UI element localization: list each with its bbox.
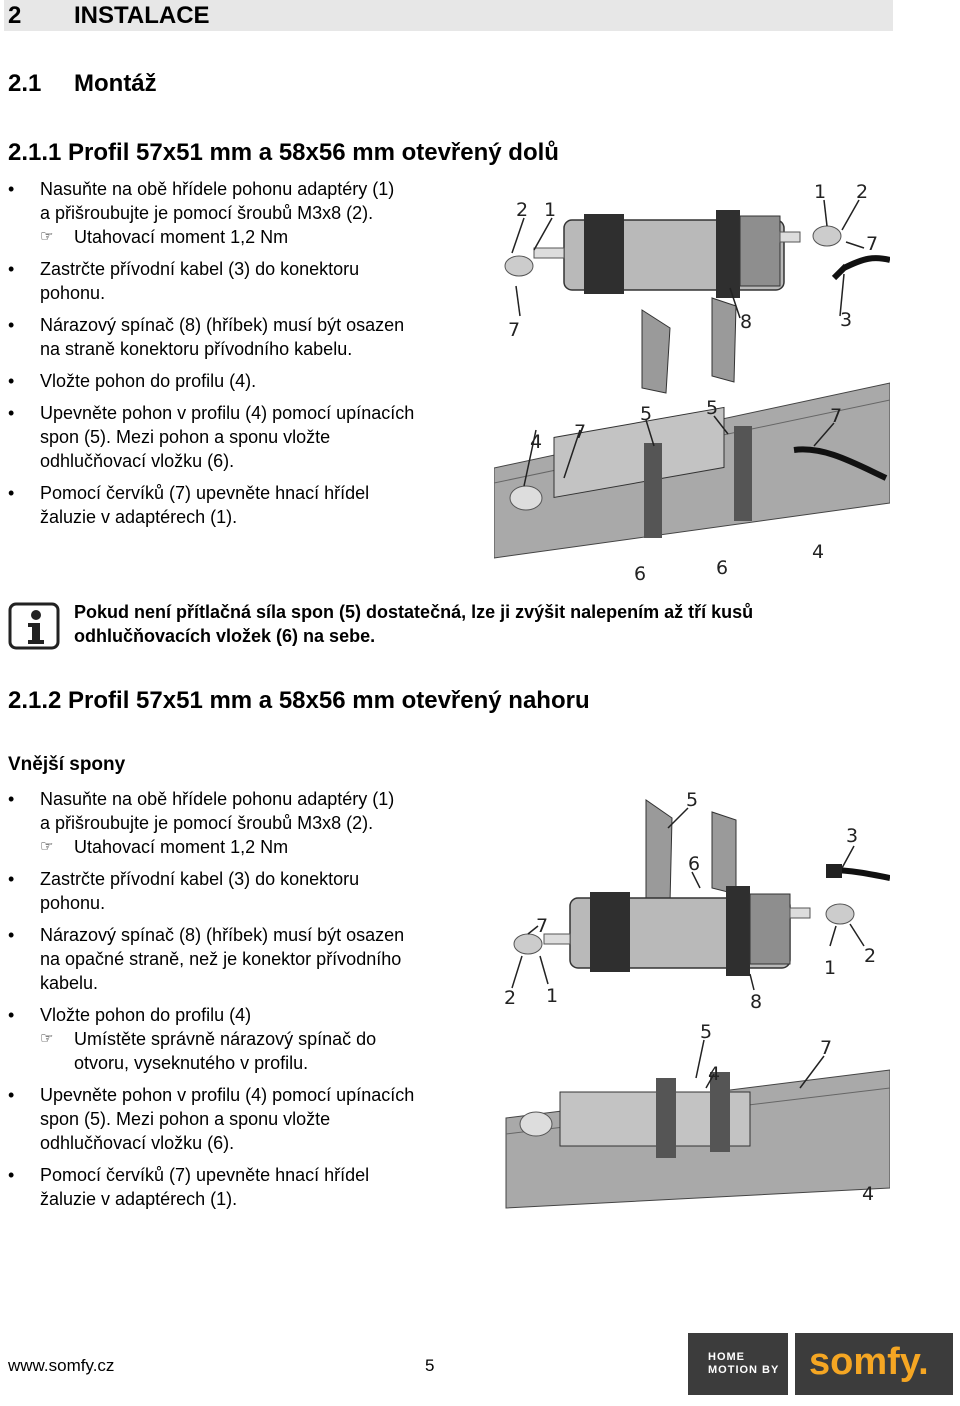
note-line: Utahovací moment 1,2 Nm bbox=[74, 227, 289, 247]
label-3: 3 bbox=[846, 825, 859, 847]
label-5: 5 bbox=[700, 1021, 713, 1043]
part2-installation-figure bbox=[500, 788, 890, 1216]
part2-heading: 2.1.2 Profil 57x51 mm a 58x56 mm otevřený nahoru bbox=[8, 687, 590, 714]
instruction-line: odhlučňovací vložku (6). bbox=[40, 451, 235, 471]
bullet-icon: • bbox=[8, 403, 15, 423]
somfy-logo-text: somfy. bbox=[809, 1341, 929, 1383]
label-7: 7 bbox=[830, 405, 843, 427]
label-2: 2 bbox=[856, 181, 869, 203]
instruction-line: Zastrčte přívodní kabel (3) do konektoru bbox=[40, 259, 360, 279]
bullet-icon: • bbox=[8, 1085, 15, 1105]
label-7: 7 bbox=[536, 915, 549, 937]
instruction-line: spon (5). Mezi pohon a sponu vložte bbox=[40, 1109, 331, 1129]
label-8: 8 bbox=[740, 311, 753, 333]
label-7: 7 bbox=[508, 319, 521, 341]
label-7: 7 bbox=[820, 1037, 833, 1059]
instruction-item bbox=[0, 481, 480, 529]
instruction-line: odhlučňovací vložku (6). bbox=[40, 1133, 235, 1153]
list-spacer bbox=[0, 249, 480, 257]
note-line: Utahovací moment 1,2 Nm bbox=[74, 837, 289, 857]
label-5: 5 bbox=[706, 397, 719, 419]
label-6: 6 bbox=[716, 557, 729, 579]
section-heading bbox=[8, 2, 210, 30]
subsection-heading bbox=[8, 70, 157, 98]
instruction-item bbox=[0, 1083, 480, 1155]
label-7: 7 bbox=[574, 421, 587, 443]
footer-url[interactable]: www.somfy.cz bbox=[8, 1356, 115, 1375]
label-1: 1 bbox=[546, 985, 559, 1007]
label-6: 6 bbox=[634, 563, 647, 585]
bullet-icon: • bbox=[8, 483, 15, 503]
instruction-line: Nasuňte na obě hřídele pohonu adaptéry (1) bbox=[40, 789, 395, 809]
label-3: 3 bbox=[840, 309, 853, 331]
info-icon bbox=[8, 602, 60, 650]
label-4: 4 bbox=[708, 1063, 721, 1085]
clips bbox=[646, 800, 736, 903]
instruction-item bbox=[0, 313, 480, 361]
home-motion-logo bbox=[688, 1333, 788, 1395]
label-1: 1 bbox=[824, 957, 837, 979]
page-number: 5 bbox=[425, 1356, 435, 1375]
profile-assembly bbox=[506, 1070, 890, 1208]
section-title: INSTALACE bbox=[74, 2, 210, 29]
label-7: 7 bbox=[866, 233, 879, 255]
info-line: Pokud není přítlačná síla spon (5) dostatečná, lze ji zvýšit nalepením až tří kusů bbox=[74, 602, 754, 622]
instruction-note bbox=[40, 225, 480, 249]
instruction-line: na straně konektoru přívodního kabelu. bbox=[40, 339, 353, 359]
part2-instruction-list bbox=[0, 787, 480, 1211]
list-spacer bbox=[0, 995, 480, 1003]
bullet-icon: • bbox=[8, 315, 15, 335]
instruction-line: a přišroubujte je pomocí šroubů M3x8 (2). bbox=[40, 203, 374, 223]
clips bbox=[642, 298, 736, 393]
list-spacer bbox=[0, 915, 480, 923]
label-2: 2 bbox=[504, 987, 517, 1009]
bullet-icon: • bbox=[8, 925, 15, 945]
instruction-line: Nárazový spínač (8) (hříbek) musí být osazen bbox=[40, 315, 405, 335]
label-1: 1 bbox=[544, 199, 557, 221]
part1-installation-figure bbox=[494, 178, 890, 590]
label-6: 6 bbox=[688, 853, 701, 875]
list-spacer bbox=[0, 305, 480, 313]
instruction-item bbox=[0, 787, 480, 859]
list-spacer bbox=[0, 393, 480, 401]
instruction-line: Pomocí červíků (7) upevněte hnací hřídel bbox=[40, 483, 370, 503]
bullet-icon: • bbox=[8, 789, 15, 809]
label-1: 1 bbox=[814, 181, 827, 203]
instruction-line: a přišroubujte je pomocí šroubů M3x8 (2). bbox=[40, 813, 374, 833]
instruction-line: žaluzie v adaptérech (1). bbox=[40, 1189, 238, 1209]
label-4: 4 bbox=[812, 541, 825, 563]
label-4: 4 bbox=[530, 431, 543, 453]
list-spacer bbox=[0, 473, 480, 481]
label-2: 2 bbox=[864, 945, 877, 967]
bullet-icon: • bbox=[8, 869, 15, 889]
instruction-item bbox=[0, 923, 480, 995]
bullet-icon: • bbox=[8, 259, 15, 279]
instruction-item bbox=[0, 1163, 480, 1211]
instruction-item bbox=[0, 401, 480, 473]
instruction-item bbox=[0, 257, 480, 305]
instruction-line: Nárazový spínač (8) (hříbek) musí být osazen bbox=[40, 925, 405, 945]
list-spacer bbox=[0, 1075, 480, 1083]
part1-instruction-list bbox=[0, 177, 480, 529]
note-line: otvoru, vyseknutého v profilu. bbox=[74, 1053, 309, 1073]
instruction-line: pohonu. bbox=[40, 283, 106, 303]
instruction-line: na opačné straně, než je konektor přívodního bbox=[40, 949, 402, 969]
list-spacer bbox=[0, 361, 480, 369]
bullet-icon: • bbox=[8, 1005, 15, 1025]
bullet-icon: • bbox=[8, 179, 15, 199]
list-spacer bbox=[0, 859, 480, 867]
pointing-hand-icon: ☞ bbox=[40, 1030, 54, 1047]
subsection-title: Montáž bbox=[74, 70, 157, 97]
bullet-icon: • bbox=[8, 1165, 15, 1185]
label-5: 5 bbox=[640, 403, 653, 425]
instruction-line: Upevněte pohon v profilu (4) pomocí upínacích bbox=[40, 403, 415, 423]
list-spacer bbox=[0, 1155, 480, 1163]
section-number: 2 bbox=[8, 2, 22, 29]
instruction-note bbox=[40, 1027, 480, 1075]
motor-exploded bbox=[505, 210, 890, 298]
label-5: 5 bbox=[686, 789, 699, 811]
instruction-note bbox=[40, 835, 480, 859]
bullet-icon: • bbox=[8, 371, 15, 391]
somfy-logo bbox=[795, 1333, 953, 1395]
instruction-line: pohonu. bbox=[40, 893, 106, 913]
instruction-item bbox=[0, 177, 480, 249]
label-4: 4 bbox=[862, 1183, 875, 1205]
pointing-hand-icon: ☞ bbox=[40, 228, 54, 245]
label-2: 2 bbox=[516, 199, 529, 221]
instruction-line: spon (5). Mezi pohon a sponu vložte bbox=[40, 427, 331, 447]
subsection-number: 2.1 bbox=[8, 70, 42, 97]
part1-heading: 2.1.1 Profil 57x51 mm a 58x56 mm otevřený dolů bbox=[8, 139, 559, 166]
instruction-line: Vložte pohon do profilu (4) bbox=[40, 1005, 252, 1025]
info-note bbox=[74, 600, 894, 648]
instruction-line: Vložte pohon do profilu (4). bbox=[40, 371, 257, 391]
instruction-line: kabelu. bbox=[40, 973, 99, 993]
instruction-line: žaluzie v adaptérech (1). bbox=[40, 507, 238, 527]
instruction-line: Zastrčte přívodní kabel (3) do konektoru bbox=[40, 869, 360, 889]
label-8: 8 bbox=[750, 991, 763, 1013]
pointing-hand-icon: ☞ bbox=[40, 838, 54, 855]
note-line: Umístěte správně nárazový spínač do bbox=[74, 1029, 377, 1049]
part2-subheading: Vnější spony bbox=[8, 754, 126, 775]
logo-motion-line: MOTION BY bbox=[708, 1364, 780, 1376]
instruction-item bbox=[0, 1003, 480, 1075]
instruction-line: Upevněte pohon v profilu (4) pomocí upínacích bbox=[40, 1085, 415, 1105]
instruction-line: Nasuňte na obě hřídele pohonu adaptéry (1) bbox=[40, 179, 395, 199]
instruction-item bbox=[0, 867, 480, 915]
info-line: odhlučňovacích vložek (6) na sebe. bbox=[74, 626, 376, 646]
instruction-item bbox=[0, 369, 480, 393]
instruction-line: Pomocí červíků (7) upevněte hnací hřídel bbox=[40, 1165, 370, 1185]
logo-home-line: HOME bbox=[708, 1351, 745, 1363]
